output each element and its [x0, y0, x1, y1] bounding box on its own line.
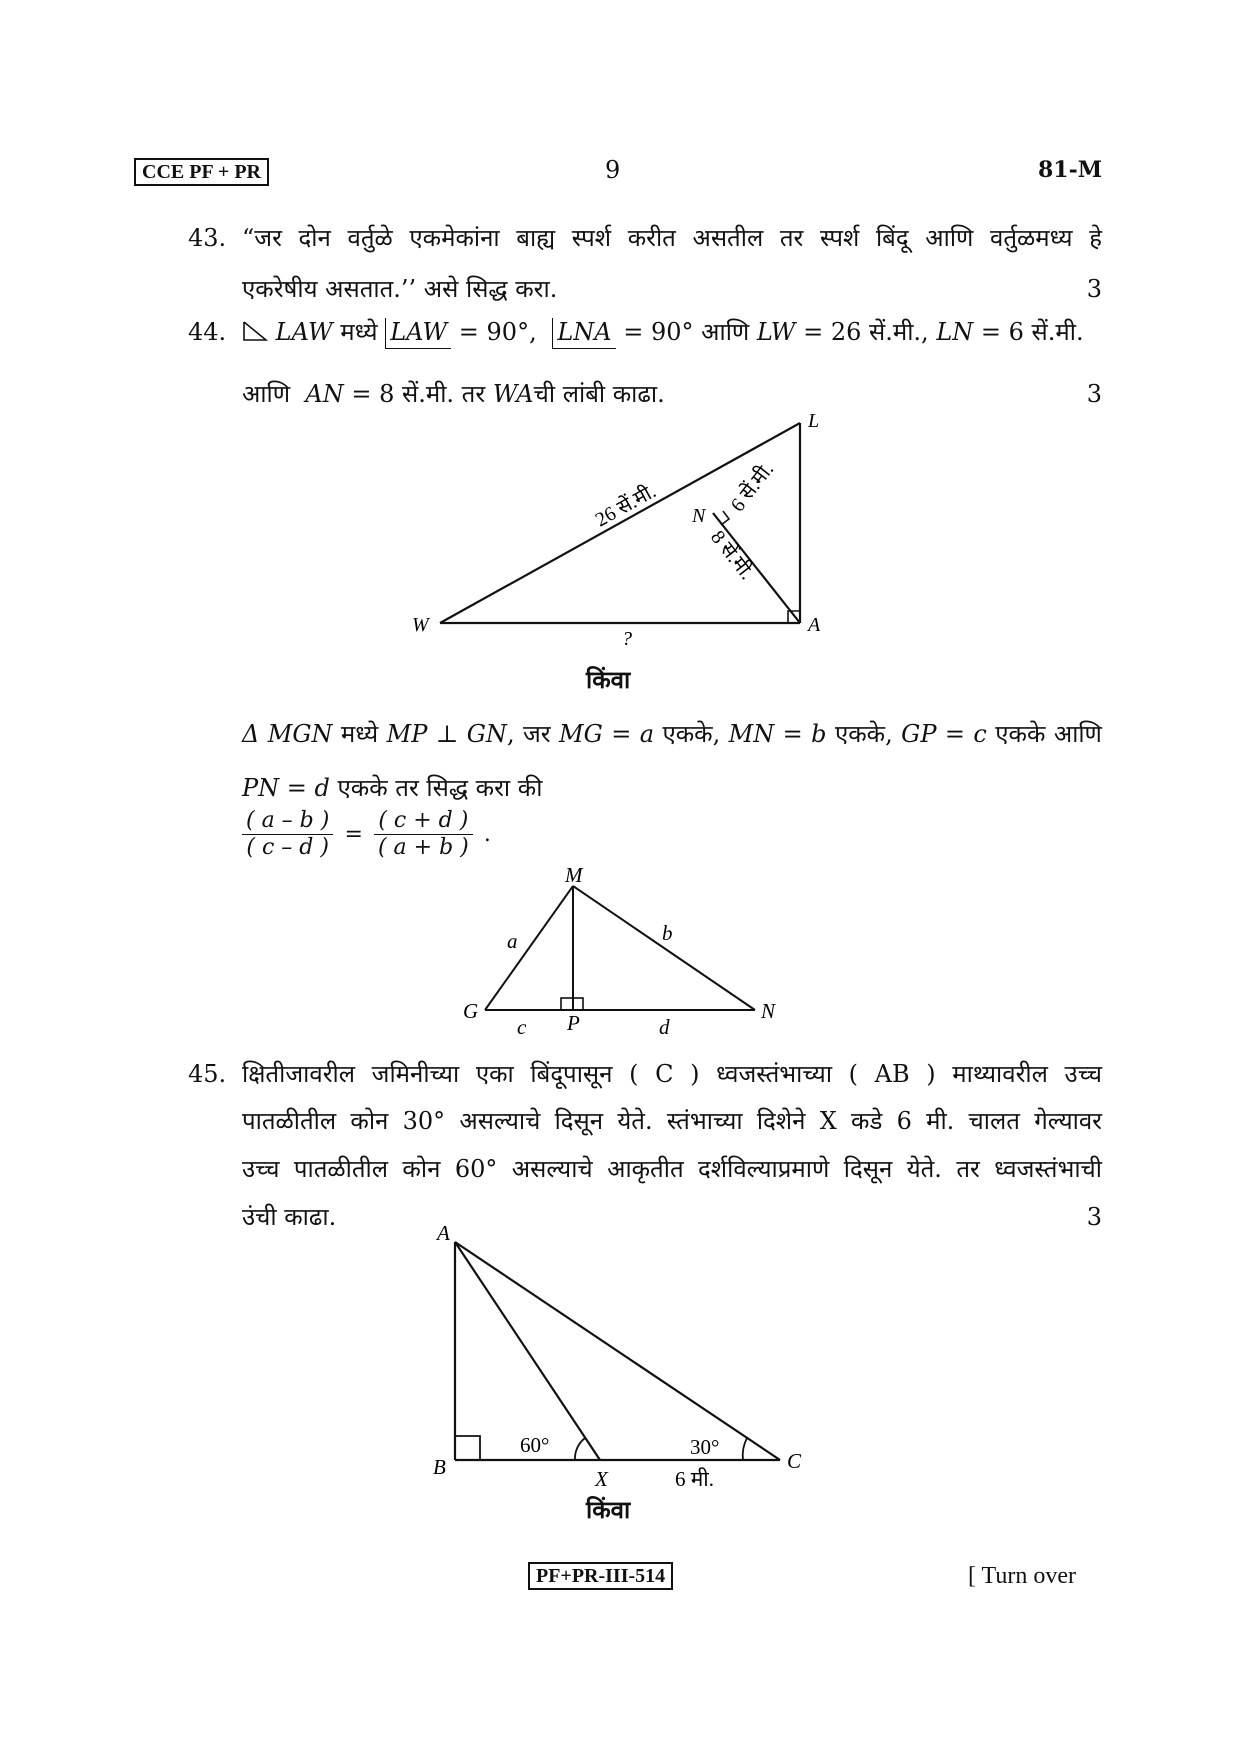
q43-number: 43. — [188, 224, 227, 252]
q44-marks: 3 — [1086, 380, 1102, 408]
q45-marks: 3 — [1086, 1203, 1102, 1231]
side-ln: 6 सें.मी. — [726, 458, 779, 517]
angle-lna: LNA — [552, 318, 615, 349]
triangle-icon — [242, 320, 268, 342]
label-p: P — [567, 1011, 580, 1035]
label-n: N — [692, 505, 706, 527]
side-lw: 26 सें.मी. — [591, 480, 660, 532]
fraction-right: $\frac{( c + d )}{( a + b )}$ — [374, 808, 473, 861]
triangle-mgn-diagram — [455, 868, 795, 1038]
angle-60: 60° — [520, 1433, 550, 1457]
q45-line1: क्षितीजावरील जमिनीच्या एका बिंदूपासून ( C ) ध्वजस्तंभाच्या ( AB ) माथ्यावरील उच्च — [242, 1060, 1102, 1088]
side-d: d — [659, 1015, 670, 1038]
q44-line2: आणि AN = 8 सें.मी. तर WAची लांबी काढा. — [242, 380, 665, 408]
q44-line1: LAW मध्ये LAW = 90°, LNA = 90° आणि LW = 26 सें.मी., LN = 6 सें.मी. — [242, 318, 1084, 349]
label-w: W — [412, 614, 429, 636]
q45-line3: उच्च पातळीतील कोन 60° असल्याचे आकृतीत दर्शविल्याप्रमाणे दिसून येते. तर ध्वजस्तंभाची — [242, 1155, 1102, 1183]
side-an: 8 सें.मी. — [706, 526, 758, 584]
flagpole-diagram — [425, 1222, 820, 1492]
label-n2: N — [761, 999, 776, 1023]
dist-6m: 6 मी. — [675, 1467, 714, 1491]
footer-code-box: PF+PR-III-514 — [528, 1562, 673, 1590]
q43-marks: 3 — [1086, 275, 1102, 303]
q43-line2: एकरेषीय असतात.’’ असे सिद्ध करा. — [242, 275, 558, 303]
triangle-law-diagram — [400, 405, 840, 645]
page-number: 9 — [605, 156, 621, 184]
side-a: a — [507, 929, 518, 953]
side-b: b — [662, 921, 673, 945]
q44-alt-line2: PN = d एकके तर सिद्ध करा की — [242, 774, 543, 802]
q44-number: 44. — [188, 318, 227, 346]
angle-30: 30° — [690, 1435, 720, 1459]
fraction-equation: $\frac{( a - b )}{( c - d )}$ = $\frac{( c + d )}{( a + b )}$ . — [242, 808, 491, 861]
label-g: G — [463, 999, 479, 1023]
fraction-left: $\frac{( a - b )}{( c - d )}$ — [242, 808, 333, 861]
angle-law: LAW — [385, 318, 451, 349]
label-c3: C — [787, 1449, 802, 1473]
label-m: M — [565, 868, 583, 887]
or-divider-2: किंवा — [586, 1495, 631, 1524]
q45-line4: उंची काढा. — [242, 1203, 337, 1231]
label-x3: X — [595, 1467, 608, 1491]
side-c: c — [517, 1015, 527, 1038]
label-a3: A — [437, 1222, 450, 1245]
q45-number: 45. — [188, 1060, 227, 1088]
label-b3: B — [433, 1455, 446, 1479]
turn-over: [ Turn over — [968, 1563, 1077, 1589]
label-a: A — [808, 614, 821, 636]
side-wa-unknown: ? — [622, 628, 632, 645]
q45-line2: पातळीतील कोन 30° असल्याचे दिसून येते. स्तंभाच्या दिशेने X कडे 6 मी. चालत गेल्यावर — [242, 1107, 1102, 1135]
q44-alt-line1: Δ MGN मध्ये MP ⊥ GN, जर MG = a एकके, MN = b एकके, GP = c एकके आणि — [242, 720, 1102, 748]
paper-code: 81-M — [1038, 157, 1103, 183]
q43-line1: “जर दोन वर्तुळे एकमेकांना बाह्य स्पर्श करीत असतील तर स्पर्श बिंदू आणि वर्तुळमध्य हे — [242, 224, 1102, 252]
label-l: L — [808, 410, 820, 432]
header-box: CCE PF + PR — [134, 158, 269, 186]
or-divider-1: किंवा — [586, 665, 631, 694]
